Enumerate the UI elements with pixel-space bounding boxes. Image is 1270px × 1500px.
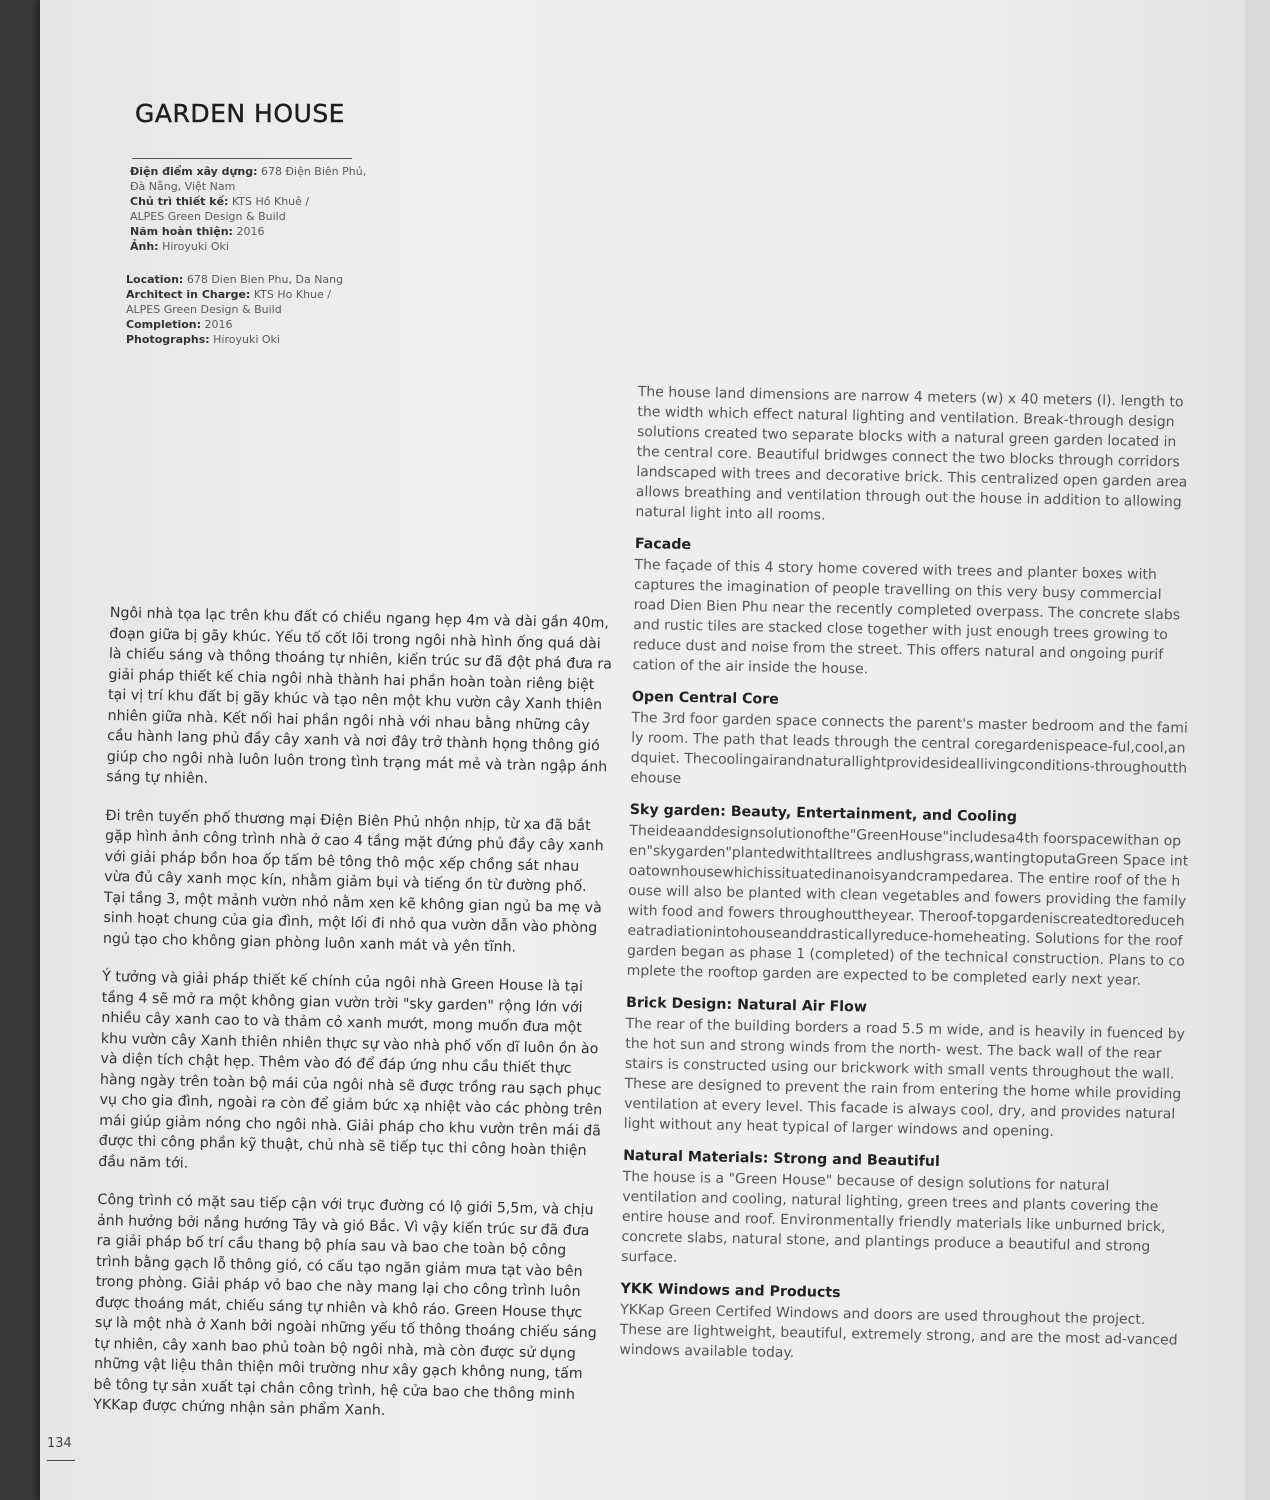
english-text-column bbox=[619, 382, 1198, 1383]
section-text-brick-design: The rear of the building borders a road 5.5 m wide, and is heavily in fuenced by the hot sun and strong winds from the north- west. The back wall of the rear stairs is constructed using our brickwork with small vents throughout the wall. These are designed to prevent the rain from entering the home while providing ventilation at every level. This facade is always cool, dry, and provides natural light without any heat typical of larger windows and opening. bbox=[623, 1015, 1186, 1141]
meta-line: ALPES Green Design & Build bbox=[130, 210, 286, 223]
section-text-open-central-core: The 3rd foor garden space connects the parent's master bedroom and the family room. The path that leads through the central coregardenispeace-ful,cool,andquiet. Thecoolingairandnaturallightprovidesideallivingconditions-throughoutthehouse bbox=[630, 709, 1189, 787]
vietnamese-paragraph: Ngôi nhà tọa lạc trên khu đất có chiều ngang hẹp 4m và dài gần 40m, đoạn giữa bị gãy khúc. Yếu tố cốt lõi trong ngôi nhà hình ống quá dài là chiếu sáng và thông thoáng tự nhiên, kiến trúc sư đã đột phá đưa ra giải pháp thiết kế chia ngôi nhà thành hai phần hoàn toàn riêng biệt tại vị trí khu đất bị gãy khúc và tạo nên một khu vườn cây Xanh thiên nhiên giữa nhà. Kết nối hai phần ngôi nhà với nhau bằng những cây cầu hành lang phủ đầy cây xanh và nơi đây trở thành họng thông gió giúp cho ngôi nhà luôn luôn trong tình trạng mát mẻ và tràn ngập ánh sáng tự nhiên. bbox=[106, 604, 613, 788]
section-text-facade: The façade of this 4 story home covered with trees and planter boxes with captures the imagination of people travelling on this very busy commercial road Dien Bien Phu near the recently completed overpass. The concrete slabs and rustic tiles are stacked close together with just enough trees growing to reduce dust and noise from the street. This offers natural and ongoing purif cation of the air inside the house. bbox=[632, 556, 1181, 678]
section-text-ykk-windows: YKKap Green Certifed Windows and doors are used throughout the project. These are lightweight, beautiful, extremely strong, and are the most ad-vanced windows available today. bbox=[619, 1301, 1178, 1362]
meta-line: Architect in Charge: KTS Ho Khue / bbox=[126, 288, 331, 301]
section-heading-brick-design: Brick Design: Natural Air Flow bbox=[625, 994, 868, 1016]
title-rule bbox=[132, 158, 352, 159]
page-number-rule bbox=[47, 1460, 75, 1461]
meta-line: Ảnh: Hiroyuki Oki bbox=[130, 240, 229, 253]
meta-line: Photographs: Hiroyuki Oki bbox=[126, 333, 280, 346]
page-edge bbox=[1245, 0, 1270, 1500]
meta-line: Đà Nẵng, Việt Nam bbox=[130, 180, 236, 193]
meta-line: Năm hoàn thiện: 2016 bbox=[130, 225, 265, 238]
meta-line: Chủ trì thiết kế: KTS Hồ Khuê / bbox=[130, 195, 310, 208]
meta-english bbox=[126, 272, 376, 347]
section-heading-natural-materials: Natural Materials: Strong and Beautiful bbox=[622, 1147, 941, 1170]
meta-line: Location: 678 Dien Bien Phu, Da Nang bbox=[126, 273, 344, 286]
vietnamese-paragraph: Đi trên tuyến phố thương mại Điện Biên Phủ nhộn nhịp, từ xa đã bắt gặp hình ảnh công trình nhà ở cao 4 tầng mặt đứng phủ đầy cây xanh với giải pháp bồn hoa ốp tấm bê tông thô mộc xếp chồng sát nhau vừa đủ cây xanh mọc kín, nhằm giảm bụi và tiếng ồn từ đường phố. Tại tầng 3, một mảnh vườn nhỏ nằm xen kẽ không gian ngủ ba mẹ và sinh hoạt chung của gia đình, một lối đi nhỏ qua vườn dẫn vào phòng ngủ tạo cho không gian phòng luôn xanh mát và yên tĩnh. bbox=[102, 807, 604, 956]
page-title: GARDEN HOUSE bbox=[135, 98, 345, 128]
english-intro: The house land dimensions are narrow 4 meters (w) x 40 meters (l). length to the width which effect natural lighting and ventilation. Break-through design solutions created two separate blocks with a natural green garden located in the central core. Beautiful bridwges connect the two blocks through corridors landscaped with trees and decorative brick. This centralized open garden area allows breathing and ventilation through out the house in addition to allowing natural light into all rooms. bbox=[635, 383, 1188, 524]
meta-line: Completion: 2016 bbox=[126, 318, 233, 331]
section-heading-open-central-core: Open Central Core bbox=[631, 688, 780, 708]
meta-line: Điện điểm xây dựng: 678 Điện Biên Phủ, bbox=[130, 165, 367, 178]
section-text-natural-materials: The house is a "Green House" because of design solutions for natural ventilation and cooling, natural lighting, green trees and plants covering the entire house and roof. Environmentally friendly materials like unburned brick, concrete slabs, natural stone, and plantings produce a beautiful and strong surface. bbox=[621, 1168, 1166, 1266]
book-page bbox=[40, 0, 1270, 1500]
section-heading-facade: Facade bbox=[634, 535, 692, 554]
page-number: 134 bbox=[47, 1436, 72, 1451]
section-text-sky-garden: Theideaanddesignsolutionofthe"GreenHouse"includesa4th foorspacewithan open"skygarden"plantedwithtalltrees andlushgrass,wantingtoputaGreen Space intoatownhousewhichissituatedinanoisyandcrampedarea. The entire roof of the house will also be planted with clean vegetables and fowers providing the family with food and fowers throughouttheyear. Theroof-topgardeniscreatedtoreduceheatradiationintohouseanddrasticallyreduce-homeheating. Solutions for the roof garden began as phase 1 (completed) of the technical construction. Plans to complete the rooftop garden are expected to be completed early next year. bbox=[626, 822, 1189, 989]
section-heading-ykk-windows: YKK Windows and Products bbox=[620, 1280, 841, 1302]
section-heading-sky-garden: Sky garden: Beauty, Entertainment, and Cooling bbox=[629, 801, 1018, 826]
meta-vietnamese bbox=[130, 164, 380, 254]
vietnamese-paragraph: Ý tưởng và giải pháp thiết kế chính của ngôi nhà Green House là tại tầng 4 sẽ mở ra một không gian vườn trời "sky garden" rộng lớn với nhiều cây xanh cao to và thảm cỏ xanh mướt, mong muốn đưa một khu vườn cây Xanh thiên nhiên thực sự vào nhà phố vốn dĩ luôn ồn ào và diện tích chật hẹp. Thêm vào đó để đáp ứng nhu cầu thiết thực hàng ngày trên toàn bộ mái của ngôi nhà sẽ được trồng rau sạch phục vụ cho gia đình, ngoài ra còn để giảm bức xạ nhiệt vào các phòng trên mái giúp giảm nóng cho ngôi nhà. Giải pháp cho khu vườn trên mái đã được thi công phần kỹ thuật, chủ nhà sẽ tiếp tục thi công hoàn thiện đầu năm tới. bbox=[98, 968, 603, 1172]
vietnamese-paragraph: Công trình có mặt sau tiếp cận với trục đường có lộ giới 5,5m, và chịu ảnh hưởng bởi nắng hướng Tây và gió Bắc. Vì vậy kiến trúc sư đã đưa ra giải pháp bố trí cầu thang bộ phía sau và bao che toàn bộ công trình bằng gạch lỗ thông gió, có cấu tạo ngăn giảm mưa tạt vào bên trong phòng. Giải pháp vỏ bao che này mang lại cho công trình luôn được thoáng mát, chiếu sáng tự nhiên và khô ráo. Green House thực sự là một nhà ở Xanh bởi ngoài những yếu tố thông thoáng chiếu sáng tự nhiên, cây xanh bao phủ toàn bộ ngôi nhà, mà còn được sử dụng những vật liệu thân thiện môi trường như xây gạch không nung, tấm bê tông tự sản xuất tại chân công trình, hệ cửa bao che thông minh YKKap được chứng nhận sản phẩm Xanh. bbox=[93, 1191, 597, 1419]
vietnamese-text-column bbox=[93, 603, 615, 1444]
meta-line: ALPES Green Design & Build bbox=[126, 303, 282, 316]
